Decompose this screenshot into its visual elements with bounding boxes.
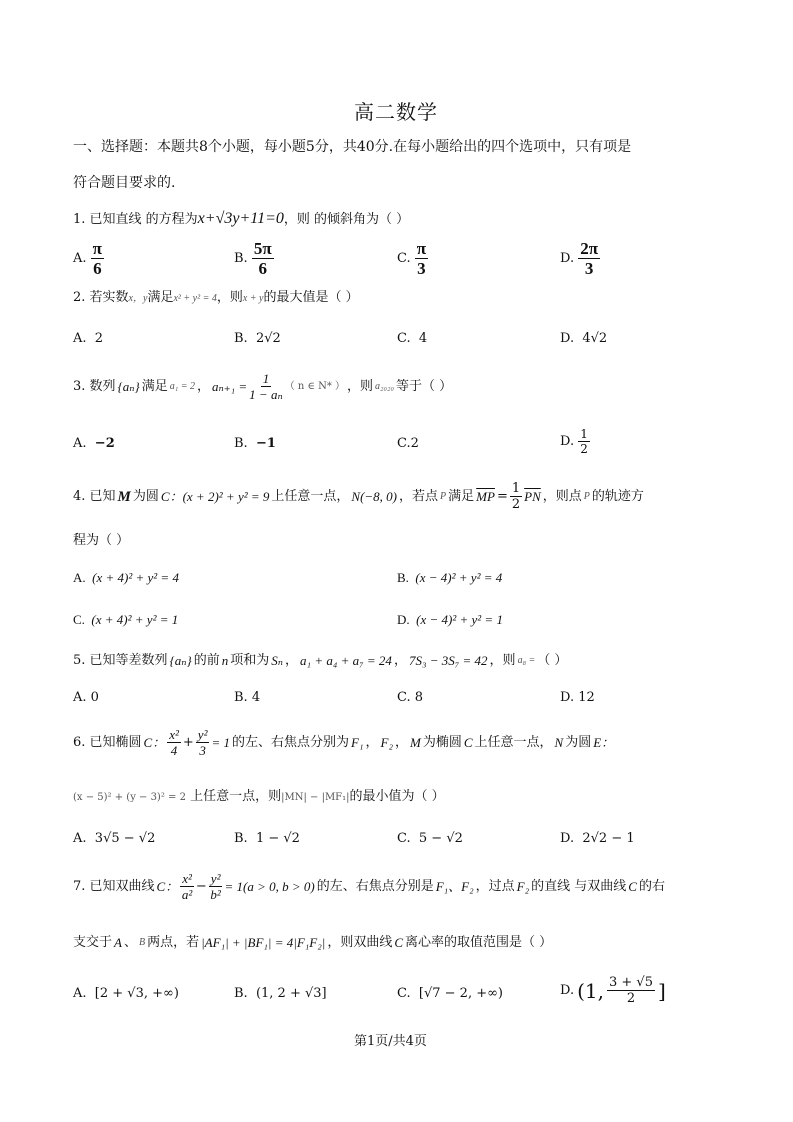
q6-text-e: 为椭圆: [422, 734, 462, 750]
q5-target: a₈ =: [517, 655, 536, 666]
option-label: B.: [234, 436, 248, 451]
q7-minus: −: [195, 878, 207, 894]
q7-condition: |AF₁| + |BF₁| = 4|F₁F₂|: [201, 935, 326, 950]
q5-option-c: [397, 690, 423, 706]
frac-den: 3: [417, 259, 426, 278]
q4-point-p2: P: [583, 490, 590, 502]
q7-fraction-1: [180, 872, 194, 901]
q3-sequence: {aₙ}: [117, 378, 140, 394]
q7-equals-condition: = 1(a > 0, b > 0): [224, 878, 315, 894]
q6-plus: +: [182, 734, 194, 750]
q7-b: B: [138, 937, 146, 948]
option-value: 4: [251, 690, 261, 705]
option-label: D.: [560, 251, 575, 266]
q6-text-a: 6. 已知椭圆: [73, 734, 142, 750]
frac-num: 1: [262, 371, 270, 386]
q7-fraction-2: [209, 872, 223, 901]
q7-text-j: 离心率的取值范围是（ ）: [405, 935, 553, 950]
option-value: 2: [94, 331, 104, 346]
option-label: C.: [397, 986, 411, 1001]
q3-recurrence-lhs: aₙ₊₁ =: [211, 378, 248, 394]
option-label: B.: [234, 331, 248, 346]
q5-text-a: 5. 已知等差数列: [73, 653, 168, 668]
option-label: A.: [73, 986, 87, 1001]
q2-text-c: ，则: [216, 290, 243, 305]
q7-text-b: 的左、右焦点分别是: [316, 878, 434, 894]
option-value: (1, 2 + √3]: [255, 986, 327, 1001]
option-value: 2√2: [255, 331, 281, 346]
q4-text-continued: 程为（ ）: [73, 533, 130, 548]
frac-num: 3 + √5: [608, 975, 653, 990]
frac-num: x²: [182, 871, 192, 886]
frac-den: 6: [93, 259, 102, 278]
q5-text-g: （ ）: [537, 653, 568, 668]
option-value: −1: [255, 436, 276, 451]
option-label: C.: [397, 436, 411, 451]
option-label: A.: [73, 251, 87, 266]
frac-den: 2: [511, 497, 521, 512]
q2-condition: x² + y² = 4: [173, 293, 217, 304]
frac-num: π: [92, 239, 102, 258]
q7-text-a: 7. 已知双曲线: [73, 878, 155, 894]
q3-option-c: [397, 436, 419, 452]
section-instruction-line1: 一、选择题：本题共8个小题，每小题5分，共40分.在每小题给出的四个选项中，只有项是: [73, 139, 632, 155]
q3-domain: （ n ∈ N* ）: [284, 380, 346, 392]
q3-option-b: [234, 436, 276, 452]
q6-circle-equation: (x − 5)² + (y − 3)² = 2: [73, 792, 186, 803]
option-value: 3√5 − √2: [94, 831, 156, 846]
q4-point-m: M: [117, 488, 131, 505]
option-label: D.: [560, 690, 575, 705]
frac-num: x²: [169, 727, 179, 742]
question-6-stem: [73, 728, 614, 757]
option-label: A.: [73, 436, 87, 451]
q7-line-2: [73, 935, 552, 951]
option-value: 4√2: [582, 331, 608, 346]
q4-text-d: ，若点: [399, 488, 439, 504]
q6-fraction-2: [196, 728, 210, 757]
q7-c: C: [628, 878, 637, 894]
question-7-stem: [73, 872, 665, 901]
q7-text-i: ，则双曲线: [327, 935, 393, 950]
q2-text-d: 的最大值是（ ）: [263, 290, 359, 305]
q3-text-b: 满足: [141, 378, 168, 394]
option-fraction: [578, 240, 600, 277]
q4-coefficient: [510, 482, 522, 511]
option-label: C.: [397, 831, 411, 846]
q7-option-d: [560, 976, 666, 1005]
q4-option-c: [73, 612, 178, 628]
q5-text-e: ，: [393, 653, 407, 668]
q5-text-b: 的前: [193, 653, 220, 668]
option-label: D.: [560, 831, 575, 846]
q6-m: M: [409, 734, 421, 750]
option-value: −2: [94, 436, 115, 451]
q7-text-g: 、: [123, 935, 137, 950]
option-label: B.: [397, 570, 409, 585]
q7-foci: F₁、F₂: [435, 878, 474, 894]
option-label: A.: [73, 831, 87, 846]
frac-num: y²: [197, 727, 208, 742]
option-value: (x + 4)² + y² = 4: [92, 570, 179, 585]
option-value: 4: [418, 331, 428, 346]
frac-den: 2: [626, 991, 636, 1006]
q6-option-c: [397, 831, 463, 847]
option-label: C.: [397, 251, 411, 266]
q4-text-f: ，则点: [542, 488, 582, 504]
q7-text-d: 的直线 与双曲线: [531, 878, 627, 894]
frac-den: 6: [258, 259, 267, 278]
q6-text-h: 上任意一点，则: [190, 789, 282, 804]
option-label: B.: [234, 690, 248, 705]
option-label: C.: [73, 612, 85, 627]
q5-option-d: [560, 690, 595, 706]
frac-num: y²: [210, 871, 221, 886]
q2-option-c: [397, 331, 427, 347]
q4-option-a: [73, 570, 179, 586]
option-prefix: (1,: [577, 978, 604, 1003]
option-value: 5 − √2: [418, 831, 463, 846]
q7-text-h: 两点，若: [147, 935, 200, 950]
q6-f2: F₂: [380, 734, 393, 750]
option-label: A.: [73, 331, 87, 346]
q6-text-d: ，: [394, 734, 408, 750]
q4-option-d: [397, 612, 503, 628]
q6-e: E：: [593, 734, 615, 750]
q7-c2: C: [394, 935, 404, 950]
option-value: 2: [410, 436, 419, 451]
q3-option-d: [560, 428, 590, 455]
q6-text-f: 上任意一点，: [474, 734, 553, 750]
q6-option-b: [234, 831, 300, 847]
option-label: D.: [560, 331, 575, 346]
page-title: 高二数学: [354, 100, 438, 124]
option-value: (x + 4)² + y² = 1: [91, 612, 179, 627]
option-fraction: [91, 240, 104, 277]
option-fraction: [578, 428, 590, 455]
q6-line-2: [73, 789, 445, 806]
option-label: B.: [234, 831, 248, 846]
q2-option-b: [234, 331, 281, 347]
option-suffix: ]: [657, 978, 666, 1003]
q5-sequence: {aₙ}: [169, 653, 192, 668]
question-2-stem: [73, 290, 359, 307]
frac-den: 1 − aₙ: [249, 387, 283, 402]
q6-ellipse-name: C：: [143, 734, 166, 750]
q1-text-b: ，则 的倾斜角为（ ）: [283, 212, 410, 227]
q3-initial: a₁ = 2: [169, 380, 195, 392]
q7-option-a: [73, 986, 179, 1002]
q4-vector-mp: $\overline{MP}$: [476, 488, 495, 504]
frac-den: 4: [170, 743, 178, 758]
q6-n: N: [554, 734, 564, 750]
q6-expression: |MN| − |MF₁|: [281, 792, 350, 803]
q3-target: a₂₀₂₀: [375, 380, 394, 392]
option-value: (x − 4)² + y² = 4: [415, 570, 503, 585]
q3-text-c: ，则: [347, 378, 374, 394]
q4-point-p: P: [440, 490, 447, 502]
option-fraction: [252, 240, 274, 277]
option-label: D.: [560, 434, 575, 449]
option-value: 2√2 − 1: [582, 831, 635, 846]
frac-den: 2: [580, 442, 588, 456]
option-value: 12: [578, 690, 595, 705]
q7-text-f: 支交于: [73, 935, 113, 950]
q5-text-d: ，: [285, 653, 299, 668]
q3-option-a: [73, 436, 115, 452]
option-fraction: [415, 240, 428, 277]
q4-circle-equation: C：(x + 2)² + y² = 9: [160, 488, 270, 504]
q6-text-b: 的左、右焦点分别为: [232, 734, 350, 750]
frac-den: b²: [210, 887, 221, 902]
q4-text-a: 4. 已知: [73, 488, 116, 504]
q6-text-i: 的最小值为（ ）: [349, 789, 445, 804]
option-fraction: [607, 976, 655, 1005]
q4-text-e: 满足: [448, 488, 475, 504]
q4-text-c: 上任意一点，: [271, 488, 350, 504]
option-label: C.: [397, 331, 411, 346]
q5-sn: Sₙ: [271, 653, 284, 668]
q2-target: x + y: [242, 293, 264, 304]
q4-point-n: N(−8, 0): [351, 488, 398, 504]
q1-option-d: [560, 240, 600, 277]
q6-text-c: ，: [365, 734, 379, 750]
frac-num: 5π: [253, 239, 272, 258]
option-label: A.: [73, 690, 87, 705]
question-4-stem: [73, 482, 644, 511]
q2-option-a: [73, 331, 103, 347]
q5-text-f: ，则: [489, 653, 516, 668]
q2-text-b: 满足: [147, 290, 174, 305]
q3-text-a: 3. 数列: [73, 378, 116, 394]
q5-text-c: 项和为: [230, 653, 270, 668]
q3-text-d: 等于（ ）: [395, 378, 453, 394]
question-3-stem: 3. 数列 {aₙ} 满足 a₁ = 2 ， aₙ₊₁ = $\frac{1}{\text{1 − aₙ}}$ （ n ∈ N* ） ，则 a₂₀₂₀ 等于（ ）: [73, 371, 453, 402]
option-value: [√7 − 2, +∞): [418, 986, 504, 1001]
q5-option-a: [73, 690, 99, 706]
frac-num: 1: [511, 481, 521, 496]
q1-option-c: [397, 240, 428, 277]
q1-text-a: 1. 已知直线 的方程为: [73, 212, 198, 227]
q5-option-b: [234, 690, 260, 706]
q7-text-e: 的右: [638, 878, 665, 894]
q6-text-g: 为圆: [565, 734, 592, 750]
option-value: (x − 4)² + y² = 1: [416, 612, 503, 627]
q1-line-equation: x+√3y+11=0: [197, 210, 284, 227]
option-value: [2 + √3, +∞): [94, 986, 179, 1001]
option-value: 1 − √2: [255, 831, 300, 846]
q6-option-a: [73, 831, 155, 847]
option-label: A.: [73, 570, 86, 585]
q5-n: n: [221, 653, 229, 668]
q4-text-g: 的轨迹方: [591, 488, 644, 504]
q2-option-d: [560, 331, 607, 347]
option-label: D.: [560, 982, 575, 998]
q7-a: A: [114, 935, 122, 950]
q1-option-a: [73, 240, 104, 277]
question-1-stem: [73, 211, 409, 228]
q4-equals: =: [496, 488, 508, 504]
q4-option-b: [397, 570, 502, 586]
question-5-stem: [73, 653, 567, 669]
q6-c: C: [463, 734, 473, 750]
q7-option-b: [234, 986, 327, 1002]
frac-den: a²: [181, 887, 193, 902]
q2-text-a: 2. 若实数: [73, 290, 129, 305]
frac-num: 1: [580, 427, 588, 441]
q1-option-b: [234, 240, 274, 277]
option-label: C.: [397, 690, 411, 705]
q2-vars: x，y: [128, 293, 148, 304]
section-instruction-line2: 符合题目要求的.: [73, 175, 176, 191]
frac-num: 2π: [580, 239, 599, 258]
q6-equals-one: = 1: [211, 734, 230, 750]
q4-vector-pn: $\overline{PN}$: [524, 488, 541, 504]
q6-f1: F₁: [351, 734, 364, 750]
frac-num: π: [416, 239, 427, 258]
q3-recurrence-fraction: [249, 372, 283, 401]
q5-condition-2: 7S₃ − 3S₇ = 42: [408, 653, 488, 668]
q6-fraction-1: [167, 728, 181, 757]
q7-text-c: ，过点: [475, 878, 515, 894]
q7-hyperbola-name: C：: [156, 878, 179, 894]
option-label: B.: [234, 251, 248, 266]
option-label: D.: [397, 612, 410, 627]
option-label: B.: [234, 986, 248, 1001]
frac-den: 3: [199, 743, 206, 758]
q5-condition-1: a₁ + a₄ + a₇ = 24: [300, 653, 392, 668]
q4-text-b: 为圆: [132, 488, 159, 504]
q6-option-d: [560, 831, 635, 847]
page-footer: 第1页/共4页: [354, 1034, 427, 1049]
q7-f2: F₂: [516, 878, 530, 894]
option-value: 0: [90, 690, 99, 705]
frac-den: 3: [584, 259, 594, 278]
q7-option-c: [397, 986, 503, 1002]
option-value: 8: [414, 690, 424, 705]
